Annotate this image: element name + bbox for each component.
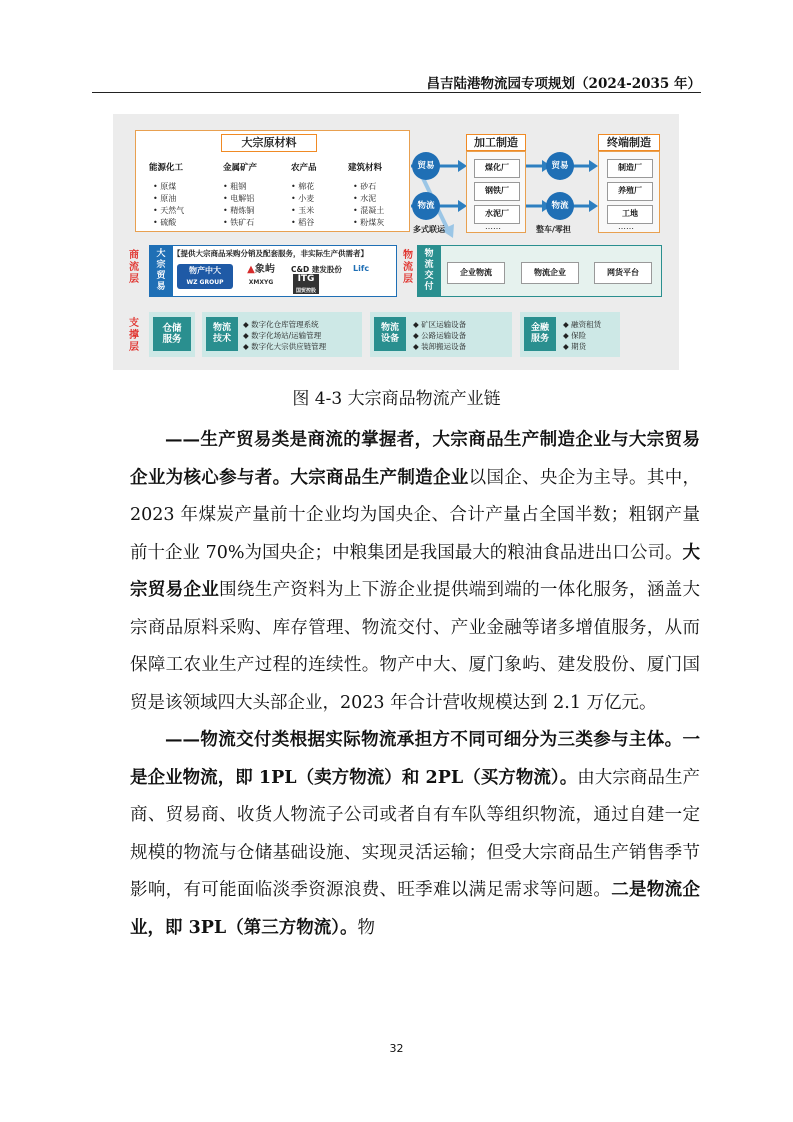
cd-logo: C&D 建发股份 bbox=[291, 265, 342, 274]
raw-item: • 精炼铜 bbox=[223, 206, 255, 215]
raw-item: • 粉煤灰 bbox=[353, 218, 385, 227]
delivery-type: 网货平台 bbox=[594, 262, 652, 284]
raw-item: • 电解铝 bbox=[223, 194, 255, 203]
vehicle-label: 整车/零担 bbox=[536, 225, 571, 234]
terminal-box: 工地 bbox=[607, 205, 653, 224]
delivery-type: 企业物流 bbox=[447, 262, 505, 284]
raw-item: • 铁矿石 bbox=[223, 218, 255, 227]
terminal-ellipsis: …… bbox=[618, 222, 634, 231]
raw-item: • 混凝土 bbox=[353, 206, 385, 215]
raw-item: • 硫酸 bbox=[153, 218, 177, 227]
header-rule bbox=[92, 92, 701, 93]
logistics-layer-label: 物流层 bbox=[403, 250, 413, 285]
raw-item: • 粗钢 bbox=[223, 182, 247, 191]
raw-item: • 稻谷 bbox=[291, 218, 315, 227]
logistics-equipment-tag: 物流设备 bbox=[374, 317, 406, 351]
warehouse-service-tag: 仓储服务 bbox=[153, 317, 191, 351]
support-item: ◆ 装卸搬运设备 bbox=[413, 342, 467, 351]
running-header: 昌吉陆港物流园专项规划（2024-2035 年） bbox=[426, 76, 701, 92]
logistics-tech-tag: 物流技术 bbox=[206, 317, 238, 351]
paragraph-production-trade: ——生产贸易类是商流的掌握者，大宗商品生产制造企业与大宗贸易企业为核心参与者。大宗商品生产制造企业以国企、央企为主导。其中，2023 年煤炭产量前十企业均为国央企、合计产量占全国半数；粗钢产量前十企业 70%为国央企；中粮集团是我国最大的粮油食品进出口公司。大宗贸易企业围绕生产资料为上下游企业提供端到端的一体化服务，涵盖大宗商品原料采购、库存管理、物流交付、产业金融等诸多增值服务，从而保障工农业生产过程的连续性。物产中大、厦门象屿、建发股份、厦门国贸是该领域四大头部企业，2023 年合计营收规模达到 2.1 万亿元。 bbox=[130, 430, 701, 713]
raw-item: • 原油 bbox=[153, 194, 177, 203]
body-text bbox=[130, 422, 700, 947]
raw-col-title: 能源化工 bbox=[149, 163, 184, 173]
figure-caption: 图 4-3 大宗商品物流产业链 bbox=[292, 389, 501, 409]
support-item: ◆ 保险 bbox=[563, 331, 587, 340]
delivery-type: 物流企业 bbox=[521, 262, 579, 284]
trade-circle: 贸易 bbox=[546, 152, 574, 180]
manufacturing-title: 加工制造 bbox=[466, 134, 526, 151]
trade-description: 【提供大宗商品采购分销及配套服务，非实际生产供需者】 bbox=[173, 249, 368, 258]
raw-item: • 原煤 bbox=[153, 182, 177, 191]
support-item: ◆ 数字化仓库管理系统 bbox=[243, 320, 319, 329]
plant-box: 煤化厂 bbox=[474, 159, 520, 178]
raw-col-title: 金属矿产 bbox=[223, 163, 258, 173]
plant-box: 水泥厂 bbox=[474, 205, 520, 224]
plant-ellipsis: …… bbox=[485, 222, 501, 231]
logistics-circle: 物流 bbox=[412, 192, 440, 220]
delivery-tag: 物流交付 bbox=[417, 245, 441, 297]
raw-materials-title: 大宗原材料 bbox=[221, 134, 317, 152]
raw-item: • 小麦 bbox=[291, 194, 315, 203]
trade-circle: 贸易 bbox=[412, 152, 440, 180]
xmxyg-logo: ▲象屿 XMXYG bbox=[247, 264, 275, 286]
support-layer-label: 支撑层 bbox=[129, 318, 139, 353]
support-item: ◆ 期货 bbox=[563, 342, 587, 351]
raw-item: • 砂石 bbox=[353, 182, 377, 191]
support-item: ◆ 公路运输设备 bbox=[413, 331, 467, 340]
page-number: 32 bbox=[389, 1042, 404, 1055]
finance-service-tag: 金融服务 bbox=[524, 317, 556, 351]
wz-group-logo: 物产中大 WZ GROUP bbox=[177, 264, 233, 289]
raw-item: • 棉花 bbox=[291, 182, 315, 191]
paragraph-logistics-delivery: ——物流交付类根据实际物流承担方不同可细分为三类参与主体。一是企业物流，即 1PL（卖方物流）和 2PL（买方物流）。由大宗商品生产商、贸易商、收货人物流子公司或者自有车队等组织物流，通过自建一定规模的物流与仓储基础设施、实现灵活运输；但受大宗商品生产销售季节影响，有可能面临淡季资源浪费、旺季难以满足需求等问题。二是物流企业，即 3PL（第三方物流）。物 bbox=[130, 730, 701, 938]
raw-col-title: 建筑材料 bbox=[348, 163, 383, 173]
commerce-layer-label: 商流层 bbox=[129, 250, 139, 285]
support-item: ◆ 融资租赁 bbox=[563, 320, 602, 329]
industry-chain-figure bbox=[113, 114, 679, 370]
terminal-box: 养殖厂 bbox=[607, 182, 653, 201]
support-item: ◆ 数字化大宗供应链管理 bbox=[243, 342, 327, 351]
lifc-logo: Lifc bbox=[353, 264, 370, 273]
itg-logo: ITG 国贸控股 bbox=[293, 274, 319, 294]
support-item: ◆ 矿区运输设备 bbox=[413, 320, 467, 329]
multimodal-label: 多式联运 bbox=[413, 225, 445, 234]
raw-item: • 玉米 bbox=[291, 206, 315, 215]
plant-box: 钢铁厂 bbox=[474, 182, 520, 201]
logistics-circle: 物流 bbox=[546, 192, 574, 220]
terminal-title: 终端制造 bbox=[598, 134, 660, 151]
raw-col-title: 农产品 bbox=[291, 163, 317, 173]
trade-tag: 大宗贸易 bbox=[149, 245, 173, 297]
terminal-box: 制造厂 bbox=[607, 159, 653, 178]
raw-item: • 水泥 bbox=[353, 194, 377, 203]
support-item: ◆ 数字化场站/运输管理 bbox=[243, 331, 322, 340]
raw-item: • 天然气 bbox=[153, 206, 185, 215]
